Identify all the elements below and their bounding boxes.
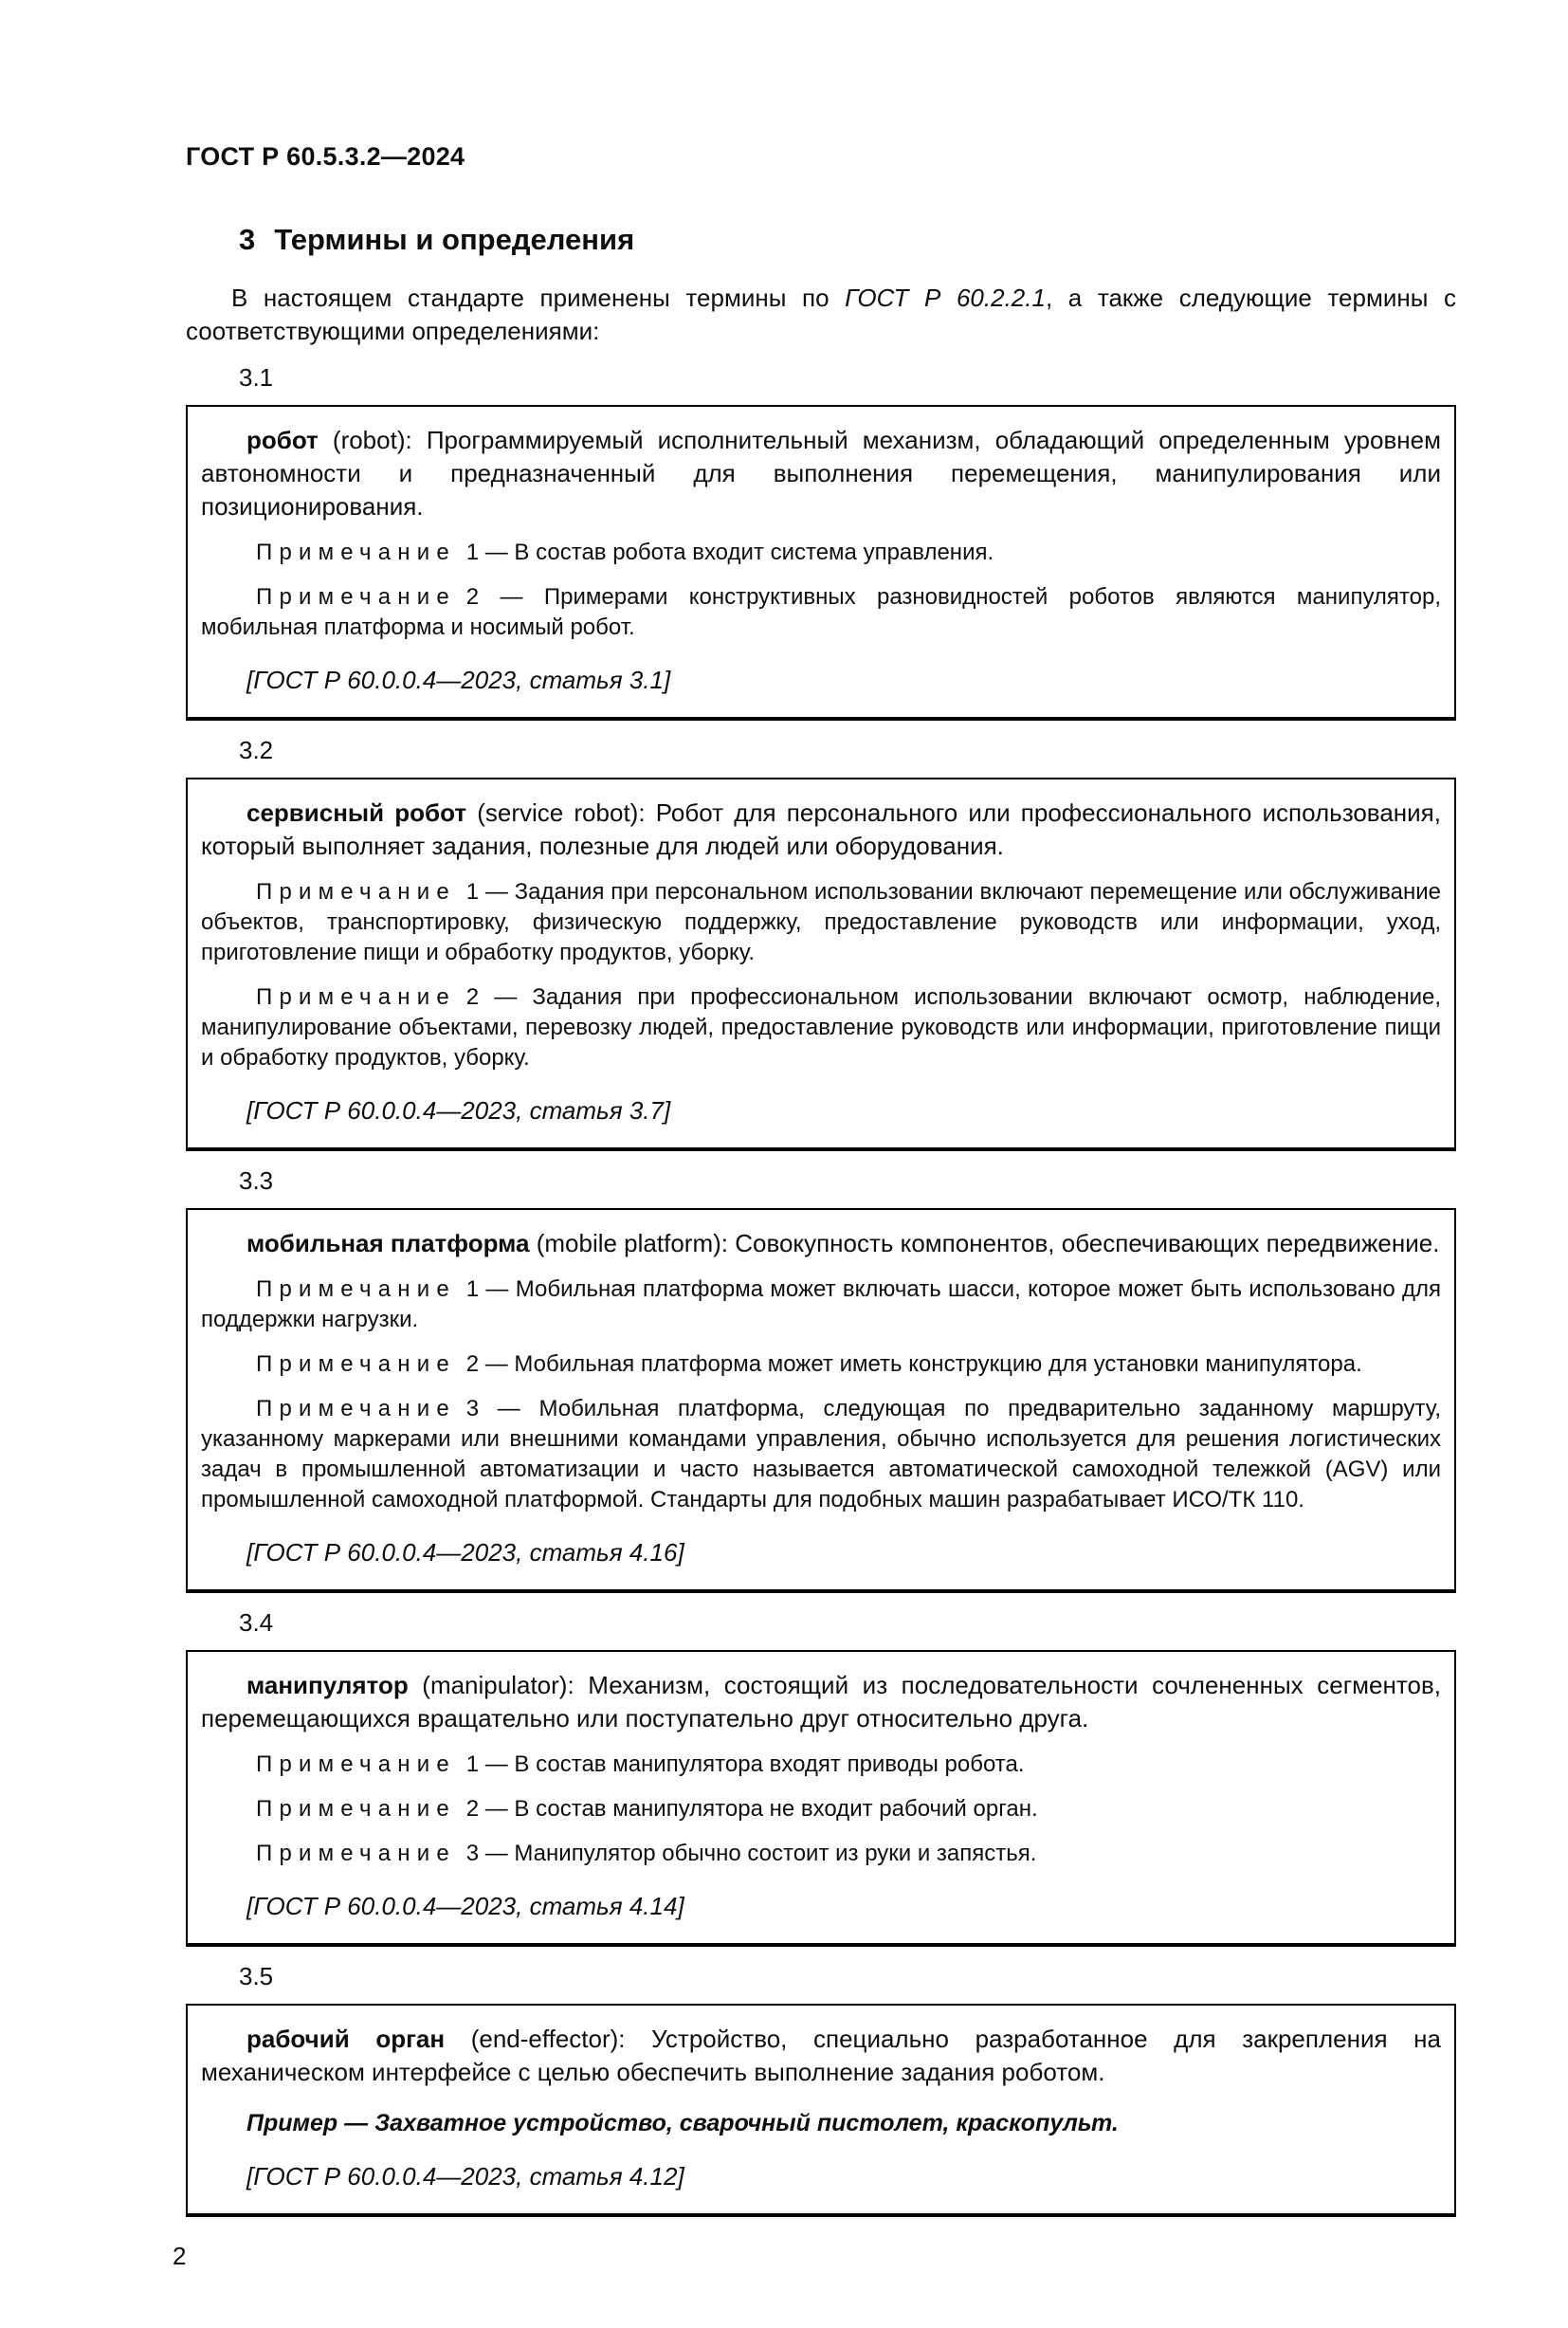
- source-citation: [ГОСТ Р 60.0.0.4—2023, статья 3.1]: [246, 666, 671, 694]
- example-line: Пример — Захватное устройство, сварочный пистолет, краскопульт.: [246, 2110, 1119, 2136]
- term-definition: [201, 1669, 1441, 1735]
- note: Примечание 2 — Примерами конструктивных разновидностей роботов являются манипулятор, мобильная платформа и носимый робот.: [201, 584, 1441, 640]
- note: Примечание 3 — Мобильная платформа, следующая по предварительно заданному маршруту, указанному маркерами или внешними командами управления, обычно используется для решения логистических задач в промышленной автоматизации и часто называется автоматической самоходной тележкой (AGV) или промышленной самоходной платформой. Стандарты для подобных машин разрабатывает ИСО/ТК 110.: [201, 1396, 1441, 1512]
- term-definition: [201, 797, 1441, 863]
- term-box-end-effector: [186, 2004, 1456, 2217]
- section-title: Термины и определения: [274, 223, 635, 256]
- term-definition: [201, 2023, 1441, 2089]
- source-citation: [ГОСТ Р 60.0.0.4—2023, статья 4.14]: [246, 1892, 684, 1920]
- term-number-3-3: 3.3: [239, 1166, 274, 1195]
- term-box-service-robot: [186, 778, 1456, 1151]
- source-citation: [ГОСТ Р 60.0.0.4—2023, статья 4.16]: [246, 1538, 684, 1567]
- note: Примечание 1 — Мобильная платформа может включать шасси, которое может быть использовано для поддержки нагрузки.: [201, 1276, 1442, 1332]
- intro-paragraph: [186, 282, 1456, 348]
- definition-text: Программируемый исполнительный механизм, обладающий определенным уровнем автономности и предназначенный для выполнения перемещения, манипулирования или позиционирования.: [201, 426, 1441, 521]
- term-en: (mobile platform):: [536, 1229, 728, 1257]
- section-number: 3: [239, 223, 256, 256]
- note: Примечание 1 — В состав манипулятора входят приводы робота.: [256, 1751, 1025, 1777]
- intro-standard-ref: ГОСТ Р 60.2.2.1: [845, 284, 1046, 312]
- term-box-manipulator: [186, 1650, 1456, 1947]
- intro-text-before: В настоящем стандарте применены термины по: [231, 284, 830, 312]
- section-heading: [239, 223, 1456, 257]
- note: Примечание 2 — Мобильная платформа может иметь конструкцию для установки манипулятора.: [256, 1351, 1362, 1377]
- term-number-3-5: 3.5: [239, 1962, 274, 1990]
- note: Примечание 1 — Задания при персональном использовании включают перемещение или обслуживание объектов, транспортировку, физическую поддержку, предоставление руководств или информации, уход, приготовление пищи и обработку продуктов, уборку.: [201, 879, 1441, 965]
- page-number: 2: [173, 2242, 187, 2270]
- term-ru: сервисный робот: [246, 798, 467, 827]
- term-en: (robot):: [332, 426, 412, 454]
- term-ru: рабочий орган: [246, 2025, 446, 2053]
- term-en: (service robot):: [477, 798, 646, 827]
- note: Примечание 3 — Манипулятор обычно состоит из руки и запястья.: [256, 1841, 1037, 1866]
- term-en: (end-effector):: [470, 2025, 626, 2053]
- term-number-3-4: 3.4: [239, 1608, 274, 1637]
- term-box-mobile-platform: [186, 1208, 1456, 1593]
- term-number-3-2: 3.2: [239, 736, 274, 764]
- note: Примечание 2 — Задания при профессиональном использовании включают осмотр, наблюдение, манипулирование объектами, перевозку людей, предоставление руководств или информации, приготовление пищи и обработку продуктов, уборку.: [201, 984, 1441, 1071]
- definition-text: Робот для персонального или профессионального использования, который выполняет задания, полезные для людей или оборудования.: [201, 798, 1441, 860]
- intro-text-after: , а также следующие термины с соответствующими определениями:: [186, 284, 1456, 345]
- example-text: Захватное устройство, сварочный пистолет, краскопульт.: [374, 2110, 1119, 2136]
- source-citation: [ГОСТ Р 60.0.0.4—2023, статья 3.7]: [246, 1096, 671, 1125]
- definition-text: Устройство, специально разработанное для закрепления на механическом интерфейсе с целью обеспечить выполнение задания роботом.: [201, 2025, 1441, 2086]
- term-definition: [201, 1227, 1441, 1260]
- note: Примечание 2 — В состав манипулятора не входит рабочий орган.: [256, 1796, 1038, 1822]
- definition-text: Механизм, состоящий из последовательности сочлененных сегментов, перемещающихся вращательно или поступательно друг относительно друга.: [201, 1671, 1441, 1732]
- running-header: ГОСТ Р 60.5.3.2—2024: [186, 142, 465, 171]
- term-number-3-1: 3.1: [239, 363, 274, 392]
- term-definition: [201, 424, 1441, 523]
- term-en: (manipulator):: [422, 1671, 574, 1699]
- term-ru: манипулятор: [246, 1671, 409, 1699]
- term-ru: робот: [246, 426, 319, 454]
- term-ru: мобильная платформа: [246, 1229, 530, 1257]
- source-citation: [ГОСТ Р 60.0.0.4—2023, статья 4.12]: [246, 2162, 684, 2191]
- term-box-robot: [186, 405, 1456, 721]
- note: Примечание 1 — В состав робота входит система управления.: [256, 540, 994, 565]
- example-label: Пример: [246, 2110, 338, 2136]
- definition-text: Совокупность компонентов, обеспечивающих передвижение.: [735, 1229, 1440, 1257]
